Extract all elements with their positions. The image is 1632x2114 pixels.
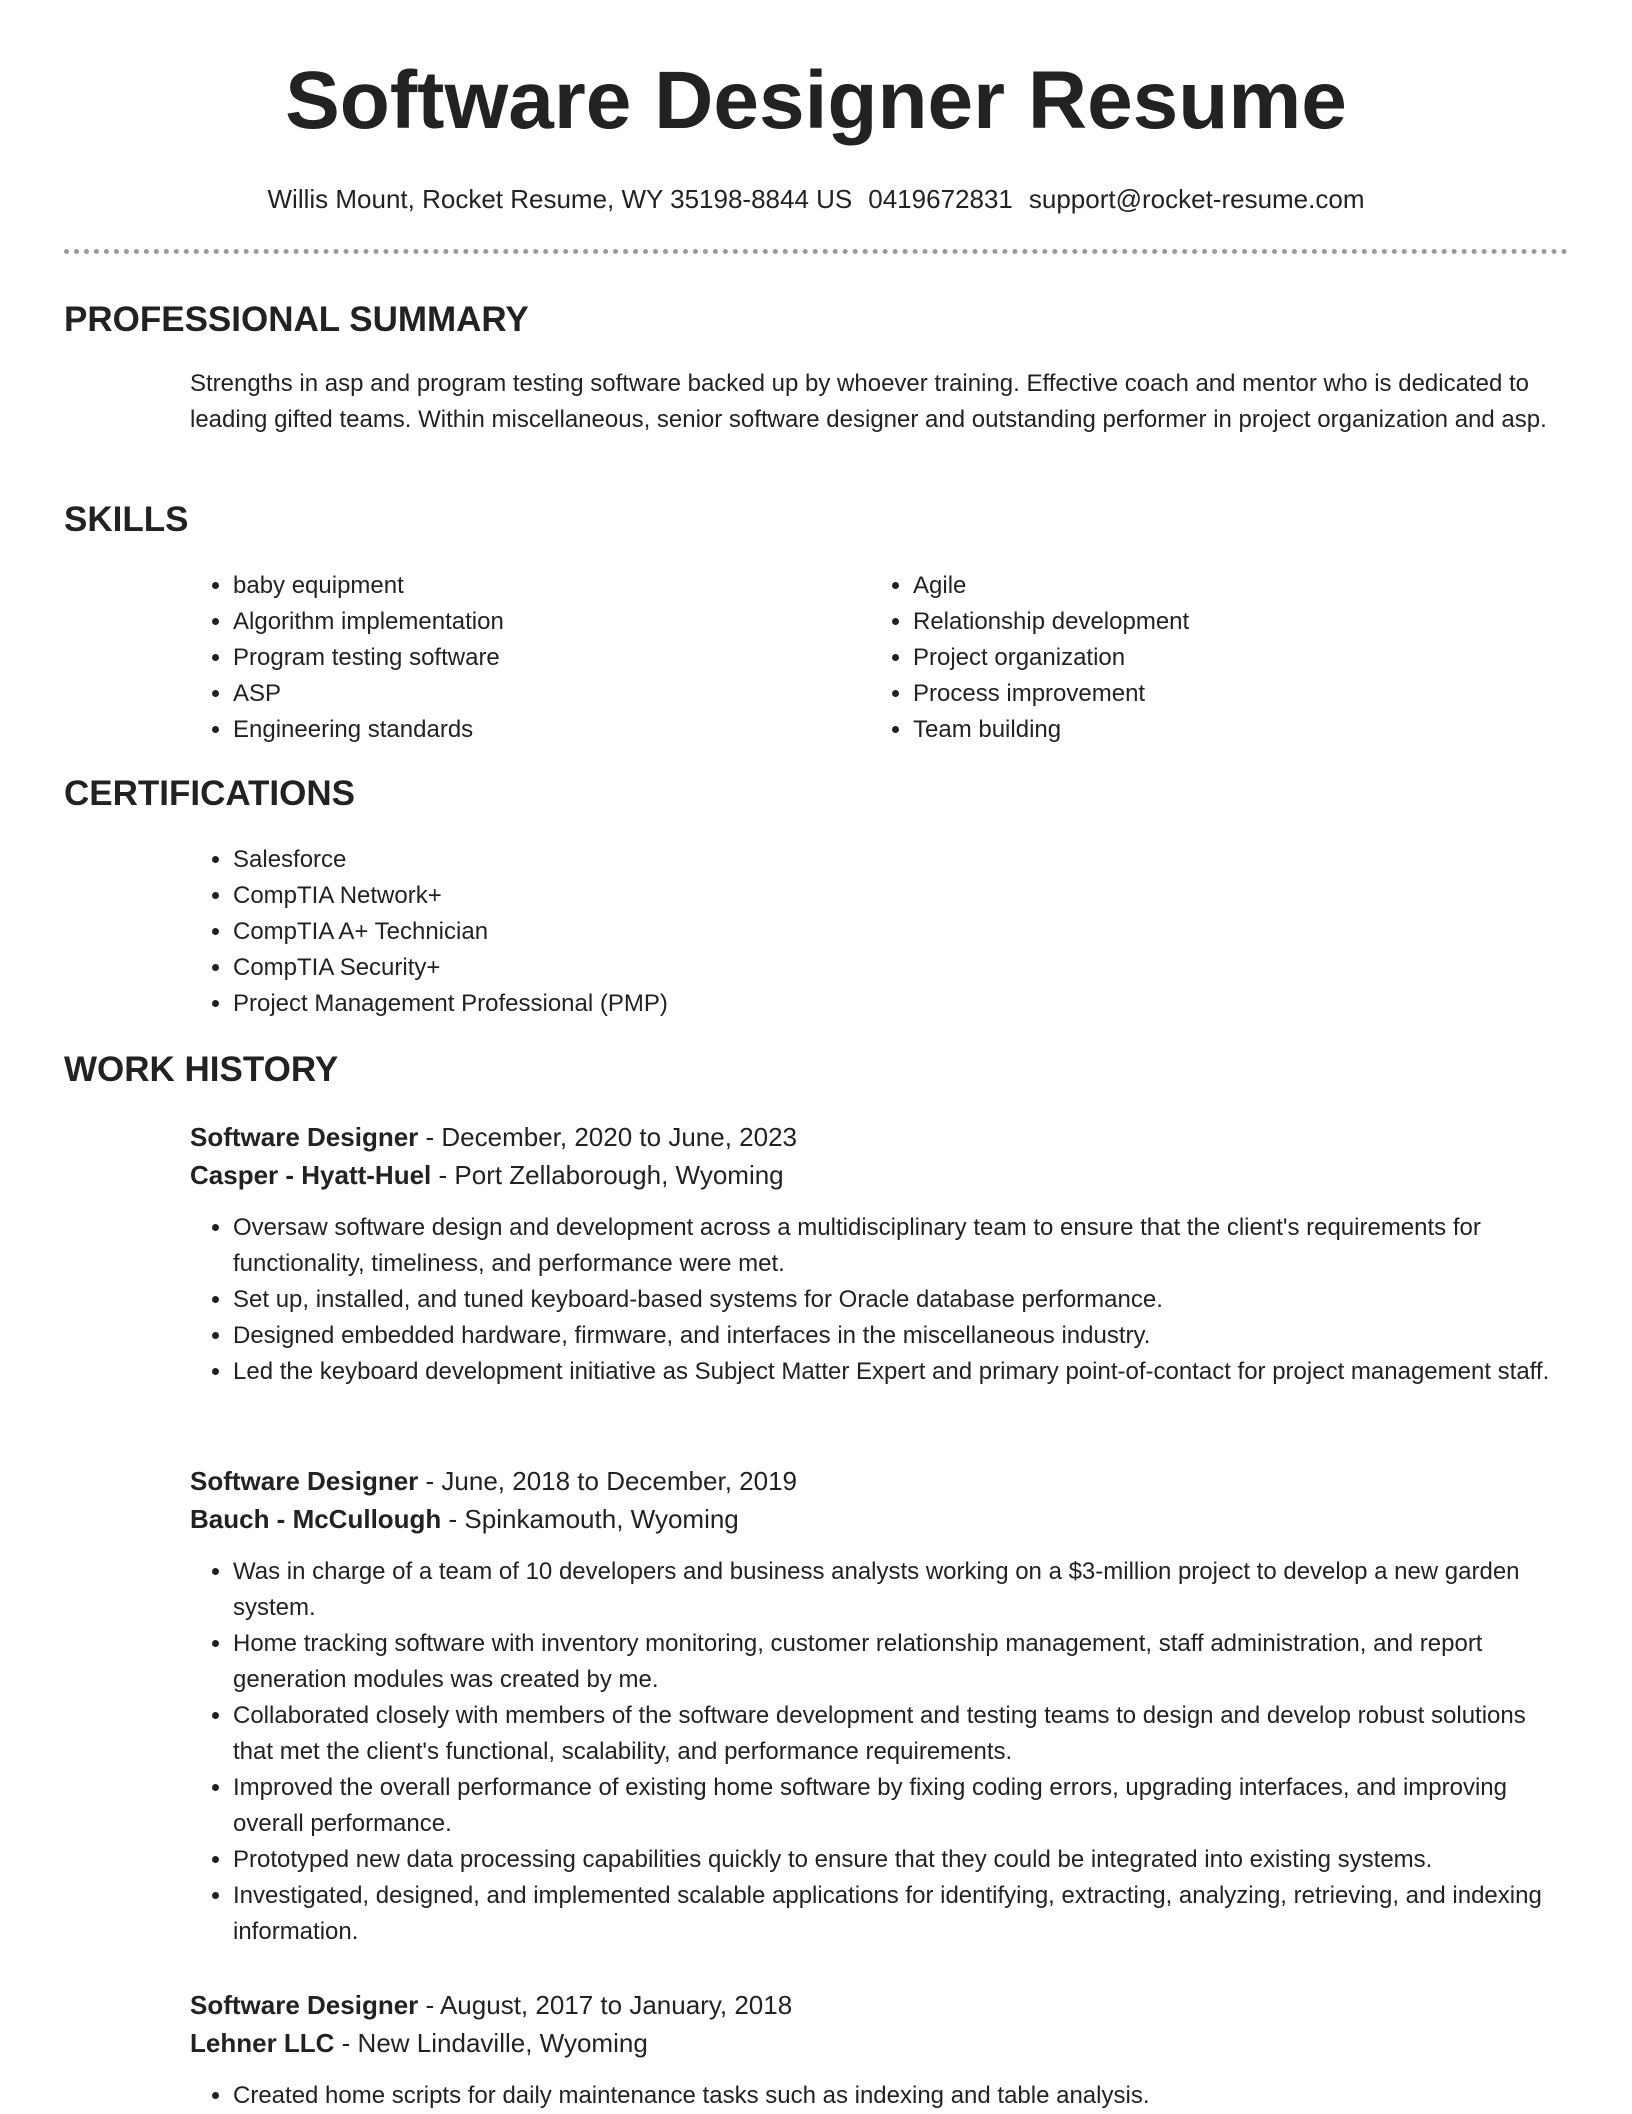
certification-item: • CompTIA Network+ [233,878,1033,914]
job-company: Casper - Hyatt-Huel [190,1160,432,1190]
job-company: Lehner LLC [190,2028,335,2058]
skill-item: • ASP [233,676,873,712]
job-bullet: • Collaborated closely with members of the software development and testing teams to design and develop robust solutions that met the client's functional, scalability, and performance requirements. [233,1698,1568,1770]
skill-item: • Algorithm implementation [233,604,873,640]
job-bullet: • Created home scripts for daily maintenance tasks such as indexing and table analysis. [233,2078,1568,2114]
summary-text: Strengths in asp and program testing software backed up by whoever training. Effective coach and mentor who is dedicated to leading gifted teams. Within miscellaneous, senior software designer and outstanding performer in project organization and asp. [190,370,1547,433]
job-company: Bauch - McCullough [190,1504,442,1534]
skill-item: • Engineering standards [233,712,873,748]
skills-heading: SKILLS [64,500,189,539]
job-dates: - December, 2020 to June, 2023 [418,1122,797,1152]
contact-address: Willis Mount, Rocket Resume, WY 35198-8844 US [267,184,853,214]
job-role: Software Designer [190,1122,419,1152]
certification-item: • Salesforce [233,842,1033,878]
job-bullets [190,1210,1568,1390]
job-company-line [190,1500,1568,1538]
certification-item: • Project Management Professional (PMP) [233,986,1033,1022]
certifications-heading: CERTIFICATIONS [64,774,356,813]
job-bullet: • Oversaw software design and development across a multidisciplinary team to ensure that the client's requirements for functionality, timeliness, and performance were met. [233,1210,1568,1282]
job-bullets [190,2078,1568,2114]
job-role: Software Designer [190,1466,419,1496]
job-company-line [190,1156,1568,1194]
job-location: - Spinkamouth, Wyoming [441,1504,739,1534]
job-entry [190,1986,1568,2114]
job-bullet: • Improved the overall performance of existing home software by fixing coding errors, upgrading interfaces, and improving overall performance. [233,1770,1568,1842]
work-history-heading: WORK HISTORY [64,1050,339,1089]
job-title-line [190,1462,1568,1500]
job-bullet: • Set up, installed, and tuned keyboard-based systems for Oracle database performance. [233,1282,1568,1318]
skills-list-right [870,568,1553,748]
job-title-line [190,1118,1568,1156]
skill-item: • Process improvement [913,676,1553,712]
job-title-line [190,1986,1568,2024]
job-bullet: • Led the keyboard development initiative as Subject Matter Expert and primary point-of-contact for project management staff. [233,1354,1568,1390]
header-divider [64,249,1568,254]
skill-item: • baby equipment [233,568,873,604]
job-dates: - June, 2018 to December, 2019 [418,1466,797,1496]
job-location: - New Lindaville, Wyoming [334,2028,648,2058]
summary-heading: PROFESSIONAL SUMMARY [64,300,529,339]
certification-item: • CompTIA Security+ [233,950,1033,986]
job-company-line [190,2024,1568,2062]
job-bullets [190,1554,1568,1950]
job-entry [190,1118,1568,1390]
job-dates: - August, 2017 to January, 2018 [418,1990,793,2020]
job-location: - Port Zellaborough, Wyoming [431,1160,784,1190]
job-bullet: • Designed embedded hardware, firmware, and interfaces in the miscellaneous industry. [233,1318,1568,1354]
skill-item: • Relationship development [913,604,1553,640]
skills-list-left [190,568,873,748]
job-entry [190,1462,1568,1950]
skill-item: • Project organization [913,640,1553,676]
job-role: Software Designer [190,1990,419,2020]
contact-line [0,180,1632,218]
contact-phone: 0419672831 [868,184,1013,214]
certifications-list [190,842,1033,1022]
certification-item: • CompTIA A+ Technician [233,914,1033,950]
skill-item: • Team building [913,712,1553,748]
skill-item: • Agile [913,568,1553,604]
job-bullet: • Home tracking software with inventory monitoring, customer relationship management, staff administration, and report generation modules was created by me. [233,1626,1568,1698]
skill-item: • Program testing software [233,640,873,676]
contact-email: support@rocket-resume.com [1028,184,1365,214]
job-bullet: • Was in charge of a team of 10 developers and business analysts working on a $3-million project to develop a new garden system. [233,1554,1568,1626]
job-bullet: • Investigated, designed, and implemented scalable applications for identifying, extracting, analyzing, retrieving, and indexing information. [233,1878,1568,1950]
job-bullet: • Prototyped new data processing capabilities quickly to ensure that they could be integrated into existing systems. [233,1842,1568,1878]
resume-title: Software Designer Resume [285,55,1347,146]
